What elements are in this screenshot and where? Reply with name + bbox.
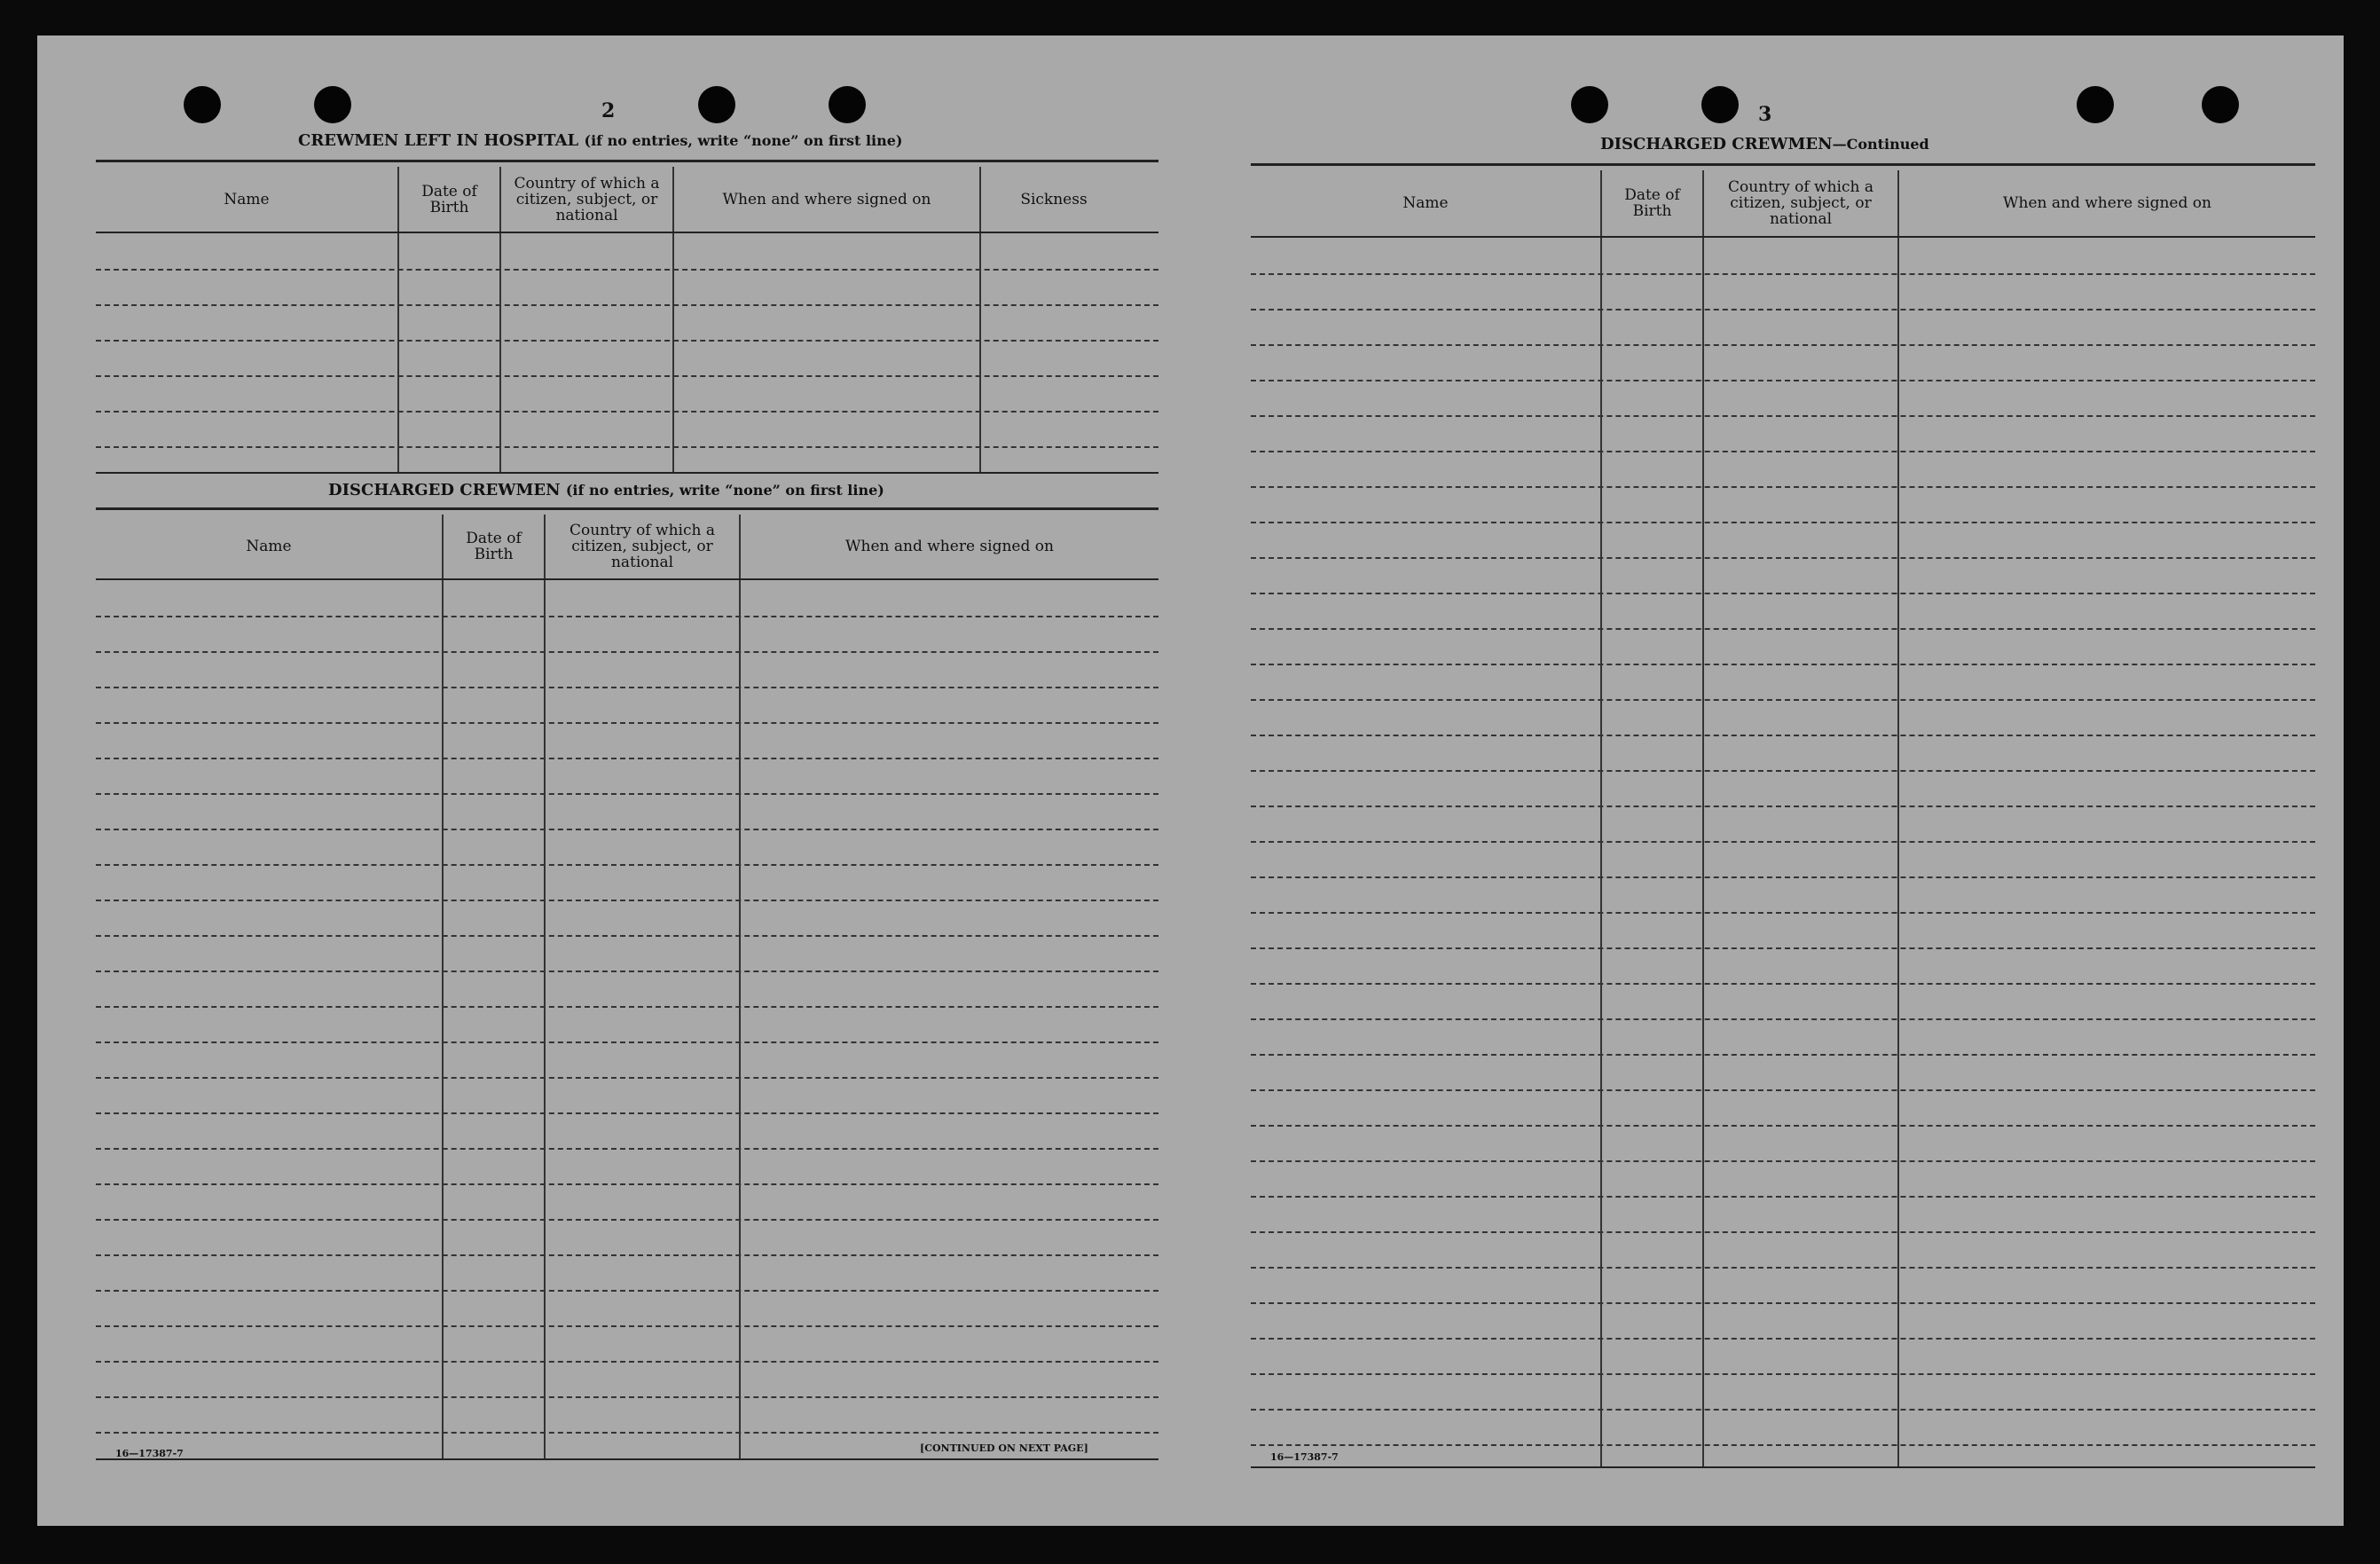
continued-title-suffix: —Continued xyxy=(1832,136,1929,153)
entry-line xyxy=(1251,557,2315,559)
entry-line xyxy=(1251,522,2315,523)
hospital-header-row xyxy=(96,167,1159,232)
entry-line xyxy=(96,935,1159,937)
entry-line xyxy=(1251,947,2315,949)
entry-line xyxy=(96,758,1159,759)
punch-hole xyxy=(2077,86,2114,123)
table-top-rule xyxy=(1251,163,2315,166)
entry-line xyxy=(96,1006,1159,1008)
col-header-name: Name xyxy=(1251,170,1602,236)
form-number-right: 16—17387-7 xyxy=(1270,1451,1339,1463)
entry-line xyxy=(96,1183,1159,1185)
entry-line xyxy=(96,304,1159,306)
entry-line xyxy=(1251,1054,2315,1056)
entry-line xyxy=(96,616,1159,617)
col-header-signed-on: When and where signed on xyxy=(845,538,1054,555)
entry-line xyxy=(96,1219,1159,1221)
entry-line xyxy=(96,1254,1159,1256)
entry-line xyxy=(1251,1373,2315,1375)
entry-line xyxy=(96,1361,1159,1363)
entry-line xyxy=(1251,1267,2315,1269)
entry-line xyxy=(96,1396,1159,1398)
discharged-table-body-left xyxy=(96,580,1159,1458)
col-header-signed-on: When and where signed on xyxy=(674,167,981,232)
entry-line xyxy=(96,1077,1159,1079)
entry-line xyxy=(96,1432,1159,1434)
entry-line xyxy=(96,269,1159,271)
discharged-table-left xyxy=(96,507,1159,1474)
column-divider xyxy=(1600,238,1602,1466)
table-bottom-rule xyxy=(1251,1466,2315,1468)
entry-line xyxy=(1251,1125,2315,1127)
entry-line xyxy=(1251,806,2315,807)
entry-line xyxy=(96,651,1159,653)
entry-line xyxy=(96,793,1159,795)
col-header-date-of-birth: Date of Birth xyxy=(444,515,546,578)
punch-hole xyxy=(2202,86,2239,123)
punch-hole xyxy=(1571,86,1608,123)
discharged-table-body-right xyxy=(1251,238,2315,1466)
column-divider xyxy=(1897,238,1899,1466)
entry-line xyxy=(1251,1018,2315,1020)
punch-hole xyxy=(184,86,221,123)
entry-line xyxy=(96,900,1159,901)
entry-line xyxy=(1251,309,2315,310)
col-header-country: Country of which a citizen, subject, or national xyxy=(546,515,741,578)
punch-hole xyxy=(698,86,735,123)
punch-hole xyxy=(1701,86,1739,123)
entry-line xyxy=(1251,1160,2315,1162)
entry-line xyxy=(1251,1089,2315,1091)
discharged-section-title xyxy=(328,481,884,499)
entry-line xyxy=(1251,451,2315,452)
entry-line xyxy=(1251,664,2315,665)
entry-line xyxy=(96,1112,1159,1114)
hospital-title-text: CREWMEN LEFT IN HOSPITAL xyxy=(298,131,579,150)
entry-line xyxy=(96,687,1159,688)
hospital-section-title xyxy=(298,131,902,150)
entry-line xyxy=(1251,770,2315,772)
entry-line xyxy=(1251,912,2315,914)
entry-line xyxy=(1251,273,2315,275)
entry-line xyxy=(96,722,1159,724)
entry-line xyxy=(96,446,1159,448)
entry-line xyxy=(1251,380,2315,381)
table-bottom-rule xyxy=(96,472,1159,474)
entry-line xyxy=(1251,983,2315,985)
entry-line xyxy=(1251,628,2315,630)
entry-line xyxy=(1251,1409,2315,1411)
entry-line xyxy=(1251,1338,2315,1340)
col-header-country: Country of which a citizen, subject, or national xyxy=(501,167,674,232)
entry-line xyxy=(1251,1302,2315,1304)
col-header-name: Name xyxy=(96,167,399,232)
entry-line xyxy=(96,1148,1159,1150)
hospital-table xyxy=(96,160,1159,488)
discharged-table-right xyxy=(1251,163,2315,1481)
col-header-country: Country of which a citizen, subject, or national xyxy=(1704,170,1899,236)
page-number-right: 3 xyxy=(1758,103,1772,126)
discharged-continued-title xyxy=(1600,135,1929,153)
col-header-sickness: Sickness xyxy=(1020,190,1088,208)
col-header-date-of-birth: Date of Birth xyxy=(399,167,501,232)
entry-line xyxy=(1251,486,2315,488)
entry-line xyxy=(96,971,1159,972)
column-divider xyxy=(1702,238,1704,1466)
document-sheet xyxy=(37,35,2344,1526)
entry-line xyxy=(1251,1196,2315,1198)
continued-note: [CONTINUED ON NEXT PAGE] xyxy=(920,1442,1088,1454)
entry-line xyxy=(1251,415,2315,417)
col-header-signed-on: When and where signed on xyxy=(2003,194,2211,212)
entry-line xyxy=(96,1325,1159,1327)
entry-line xyxy=(1251,699,2315,701)
page-number-left: 2 xyxy=(601,99,616,122)
continued-header-row xyxy=(1251,170,2315,236)
table-top-rule xyxy=(96,160,1159,162)
entry-line xyxy=(96,411,1159,413)
entry-line xyxy=(1251,876,2315,878)
entry-line xyxy=(1251,344,2315,346)
entry-line xyxy=(1251,1231,2315,1233)
table-top-rule xyxy=(96,507,1159,510)
entry-line xyxy=(96,375,1159,377)
entry-line xyxy=(96,1041,1159,1043)
entry-line xyxy=(1251,593,2315,594)
entry-line xyxy=(96,829,1159,830)
punch-hole xyxy=(314,86,351,123)
continued-title-text: DISCHARGED CREWMEN xyxy=(1600,135,1833,153)
form-number-left: 16—17387-7 xyxy=(115,1448,184,1459)
hospital-table-body xyxy=(96,233,1159,472)
entry-line xyxy=(1251,735,2315,736)
hospital-title-note: (if no entries, write “none” on first line) xyxy=(584,132,903,149)
entry-line xyxy=(96,340,1159,342)
entry-line xyxy=(96,864,1159,866)
entry-line xyxy=(96,1290,1159,1292)
entry-line xyxy=(1251,1444,2315,1446)
col-header-name: Name xyxy=(96,515,444,578)
table-bottom-rule xyxy=(96,1458,1159,1460)
discharged-title-text: DISCHARGED CREWMEN xyxy=(328,481,561,499)
punch-hole xyxy=(829,86,866,123)
discharged-header-row xyxy=(96,515,1159,578)
col-header-date-of-birth: Date of Birth xyxy=(1602,170,1704,236)
discharged-title-note: (if no entries, write “none” on first line) xyxy=(565,482,884,499)
entry-line xyxy=(1251,841,2315,843)
